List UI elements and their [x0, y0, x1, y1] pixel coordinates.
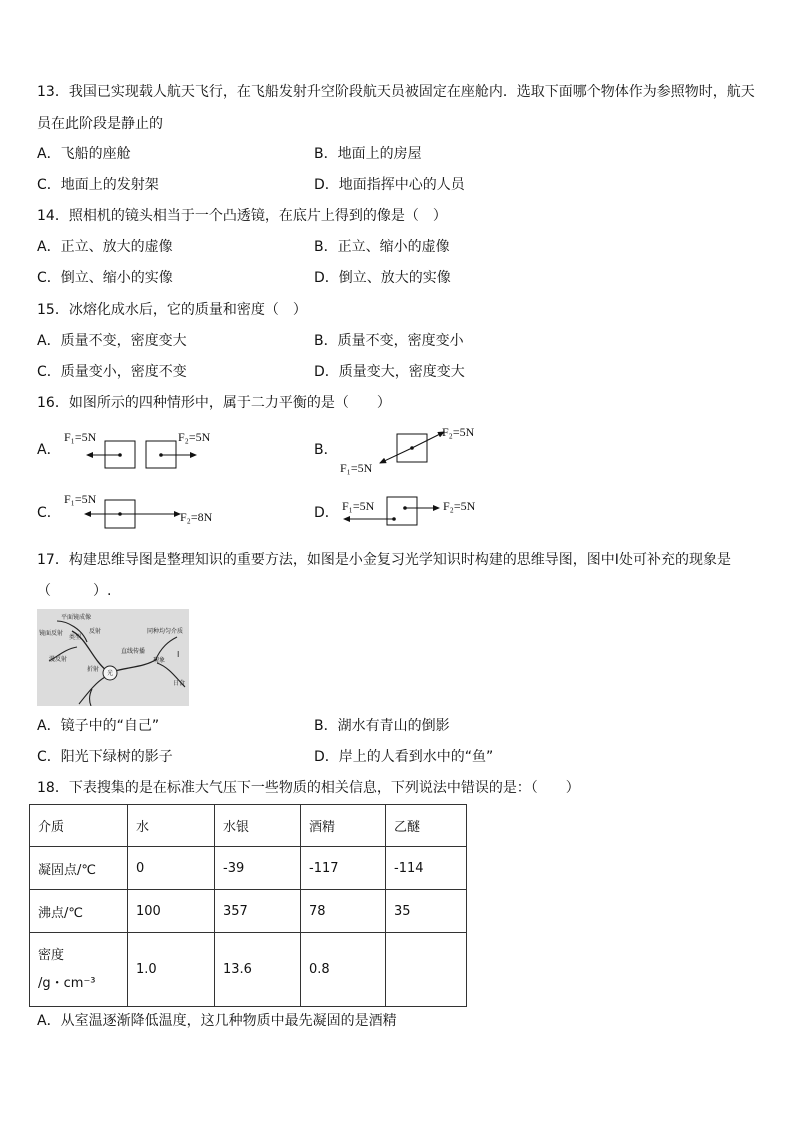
- fig-a-f1-label: F₁=5N: [64, 430, 97, 444]
- q14-option-c: C．倒立、缩小的实像: [37, 270, 173, 286]
- q16-option-a-label: A．: [37, 442, 61, 458]
- q15-option-d: D．质量变大，密度变大: [314, 364, 465, 380]
- q13-stem-line2: 员在此阶段是静止的: [37, 116, 163, 132]
- fig-c-f2-label: F₂=8N: [180, 510, 213, 524]
- mindmap-diffuse: 漫反射: [49, 656, 68, 663]
- fig-d-f2-label: F₂=5N: [443, 499, 476, 513]
- q15-option-b: B．质量不变，密度变小: [314, 333, 464, 349]
- mindmap-slot: Ⅰ: [177, 650, 180, 659]
- table-cell: -39: [215, 847, 301, 890]
- mindmap-types: 类型: [69, 634, 82, 641]
- q15-option-c: C．质量变小，密度不变: [37, 364, 187, 380]
- fig-d-f1-label: F₁=5N: [342, 499, 375, 513]
- table-cell: 35: [386, 890, 467, 933]
- density-label-line2: /g・cm⁻³: [38, 975, 96, 991]
- q16-stem: 16．如图所示的四种情形中，属于二力平衡的是（ ）: [37, 395, 391, 411]
- mindmap-mirror-reflect: 镜面反射: [39, 630, 64, 637]
- mindmap-eclipse: 日食: [173, 680, 186, 687]
- table-header-cell: 酒精: [301, 805, 386, 847]
- density-label-line1: 密度: [38, 947, 65, 963]
- mindmap-straight: 直线传播: [121, 648, 146, 655]
- table-cell: 1.0: [128, 933, 215, 1007]
- fig-b-f1-label: F₁=5N: [340, 461, 373, 475]
- q17-mindmap: [37, 609, 189, 710]
- table-cell: 357: [215, 890, 301, 933]
- q17-stem-line2: （ ）.: [37, 583, 112, 599]
- fig-c-f1-label: F₁=5N: [64, 492, 97, 506]
- q14-stem: 14．照相机的镜头相当于一个凸透镜，在底片上得到的像是（ ）: [37, 208, 447, 224]
- q17-option-a: A．镜子中的“自己”: [37, 718, 160, 734]
- substance-table: [29, 804, 467, 1007]
- q16-option-b-label: B．: [314, 442, 338, 458]
- mindmap-reflection: 反射: [89, 628, 102, 635]
- mindmap-plane-mirror: 平面镜成像: [61, 614, 92, 621]
- q13-option-d: D．地面指挥中心的人员: [314, 177, 465, 193]
- q16-option-d-label: D．: [314, 505, 339, 521]
- table-cell: 100: [128, 890, 215, 933]
- table-header-cell: 介质: [30, 805, 128, 847]
- table-row: [30, 847, 467, 890]
- table-cell: 13.6: [215, 933, 301, 1007]
- q13-option-a: A．飞船的座舱: [37, 146, 131, 162]
- fig-b-f2-label: F₂=5N: [442, 425, 475, 439]
- q17-option-d: D．岸上的人看到水中的“鱼”: [314, 749, 494, 765]
- table-row-label: 凝固点/℃: [30, 847, 128, 890]
- q15-option-a: A．质量不变，密度变大: [37, 333, 187, 349]
- mindmap-phenomena: 现象: [153, 657, 166, 664]
- table-row: [30, 933, 467, 1007]
- q16-option-c-label: C．: [37, 505, 61, 521]
- q18-stem: 18．下表搜集的是在标准大气压下一些物质的相关信息，下列说法中错误的是：（ ）: [37, 780, 580, 796]
- table-header-cell: 水: [128, 805, 215, 847]
- table-cell: 78: [301, 890, 386, 933]
- fig-a-f2-label: F₂=5N: [178, 430, 211, 444]
- q15-stem: 15．冰熔化成水后，它的质量和密度（ ）: [37, 302, 307, 318]
- table-cell: 0: [128, 847, 215, 890]
- q18-option-a: A．从室温逐渐降低温度，这几种物质中最先凝固的是酒精: [37, 1013, 397, 1029]
- q17-stem-line1: 17．构建思维导图是整理知识的重要方法，如图是小金复习光学知识时构建的思维导图，图中Ⅰ处可补充的现象是: [37, 552, 731, 568]
- q14-option-d: D．倒立、放大的实像: [314, 270, 451, 286]
- block: [387, 497, 417, 525]
- q16-figure-b: [336, 420, 486, 482]
- q14-option-a: A．正立、放大的虚像: [37, 239, 173, 255]
- force-arrow-f1: [380, 448, 412, 463]
- q13-stem-line1: 13．我国已实现载人航天飞行，在飞船发射升空阶段航天员被固定在座舱内．选取下面哪个物体作为参照物时，航天: [37, 84, 755, 100]
- table-cell: -114: [386, 847, 467, 890]
- q17-option-b: B．湖水有青山的倒影: [314, 718, 450, 734]
- table-cell: [386, 933, 467, 1007]
- mindmap-same-medium: 同种均匀介质: [147, 628, 184, 635]
- q16-figure-a: [60, 424, 224, 478]
- q17-option-c: C．阳光下绿树的影子: [37, 749, 173, 765]
- table-header-cell: 乙醚: [386, 805, 467, 847]
- table-row: [30, 890, 467, 933]
- q16-figure-d: [338, 492, 488, 536]
- q13-option-b: B．地面上的房屋: [314, 146, 422, 162]
- table-header-row: [30, 805, 467, 847]
- q13-option-c: C．地面上的发射架: [37, 177, 159, 193]
- table-header-cell: 水银: [215, 805, 301, 847]
- mindmap-center: 光: [107, 670, 114, 677]
- table-cell: -117: [301, 847, 386, 890]
- table-row-label: [30, 933, 128, 1007]
- mindmap-refraction: 折射: [87, 666, 100, 673]
- q16-figure-c: [60, 490, 230, 538]
- q14-option-b: B．正立、缩小的虚像: [314, 239, 450, 255]
- table-row-label: 沸点/℃: [30, 890, 128, 933]
- table-cell: 0.8: [301, 933, 386, 1007]
